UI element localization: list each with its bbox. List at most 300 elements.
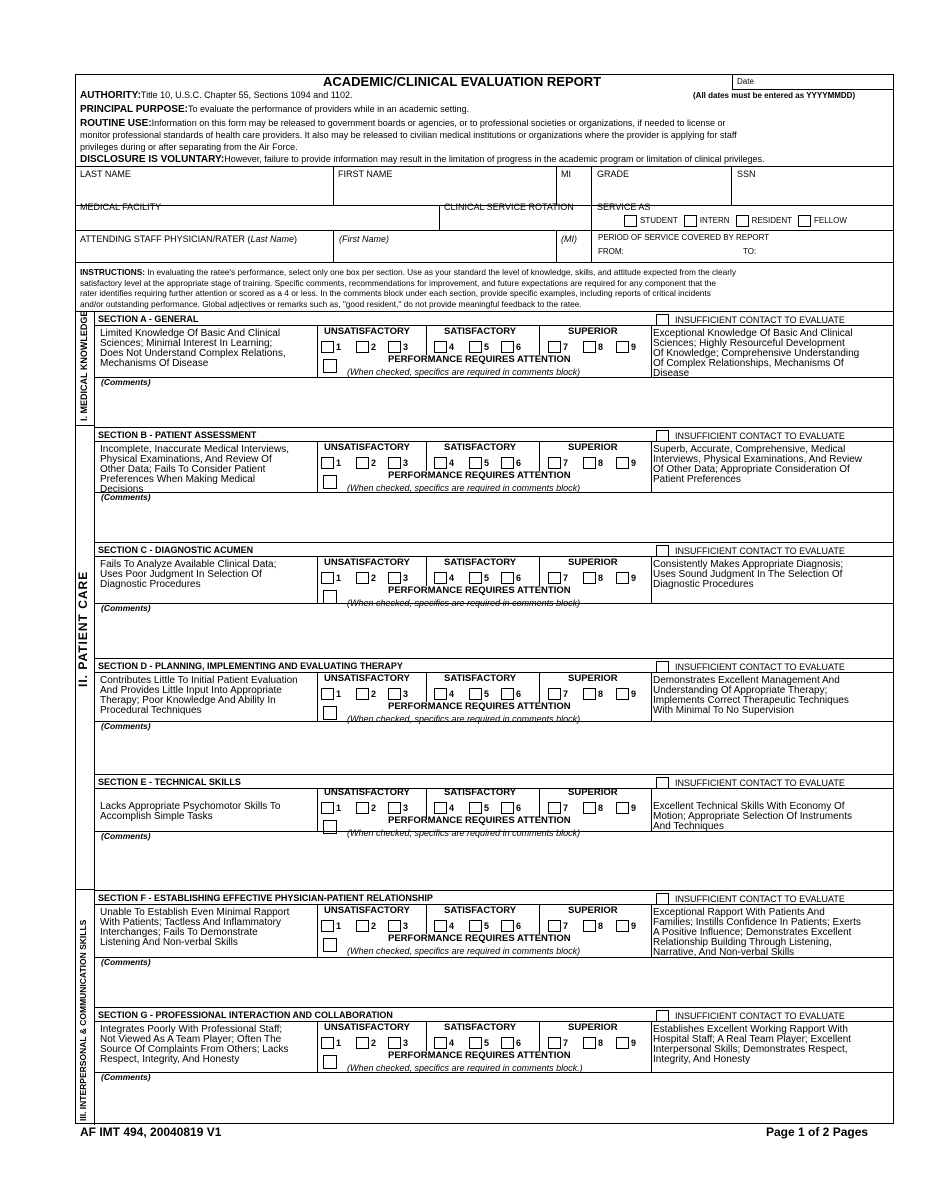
clinical-rotation-label: CLINICAL SERVICE ROTATION: [444, 202, 574, 212]
routine-use-line-3: privileges during or after separating from the Air Force.: [80, 142, 298, 152]
rating-checkbox-2[interactable]: [356, 920, 369, 932]
rating-option-5[interactable]: [469, 572, 489, 584]
performance-requires-attention-label: PERFORMANCE REQUIRES ATTENTION: [388, 701, 571, 712]
rating-number: 2: [371, 572, 377, 583]
rating-checkbox-3[interactable]: [388, 802, 401, 814]
rating-option-1[interactable]: [321, 802, 341, 814]
rating-number: 7: [563, 341, 569, 352]
insufficient-contact-option: INSUFFICIENT CONTACT TO EVALUATE: [656, 661, 845, 673]
rating-number: 6: [516, 341, 522, 352]
rating-number: 1: [336, 457, 342, 468]
rating-checkbox-2[interactable]: [356, 341, 369, 353]
rating-number: 5: [484, 341, 490, 352]
section-heading: SECTION A - GENERAL: [98, 314, 199, 324]
rating-checkbox-4[interactable]: [434, 1037, 447, 1049]
section-heading: SECTION F - ESTABLISHING EFFECTIVE PHYSICIAN-PATIENT RELATIONSHIP: [98, 893, 433, 903]
rating-number: 4: [449, 688, 455, 699]
rating-option-3[interactable]: [388, 688, 408, 700]
rating-checkbox-3[interactable]: [388, 1037, 401, 1049]
rating-option-9[interactable]: [616, 572, 636, 584]
satisfactory-heading: SATISFACTORY: [444, 905, 517, 916]
comments-input[interactable]: [98, 733, 891, 772]
unsatisfactory-description: Lacks Appropriate Psychomotor Skills To Accomplish Simple Tasks: [100, 801, 281, 822]
rating-option-2[interactable]: [356, 341, 376, 353]
rating-option-7[interactable]: [548, 457, 568, 469]
performance-requires-attention-checkbox[interactable]: [323, 359, 337, 373]
rating-option-5[interactable]: [469, 1037, 489, 1049]
rating-option-6[interactable]: [501, 1037, 521, 1049]
rating-option-8[interactable]: [583, 802, 603, 814]
unsatisfactory-heading: UNSATISFACTORY: [324, 326, 410, 337]
performance-requires-attention-note: (When checked, specifics are required in comments block): [347, 598, 581, 608]
rating-option-6[interactable]: [501, 802, 521, 814]
performance-requires-attention-note: (When checked, specifics are required in comments block): [347, 714, 581, 724]
rating-checkbox-6[interactable]: [501, 457, 514, 469]
section-heading: SECTION D - PLANNING, IMPLEMENTING AND EVALUATING THERAPY: [98, 661, 403, 671]
rating-option-2[interactable]: [356, 1037, 376, 1049]
rating-number: 2: [371, 457, 377, 468]
superior-description: Superb, Accurate, Comprehensive, Medical Interviews, Physical Examinations, And Review Of Other Data; Appropriate Consideration Of Patient Preferences: [653, 444, 862, 485]
rating-option-3[interactable]: [388, 341, 408, 353]
unsatisfactory-heading: UNSATISFACTORY: [324, 673, 410, 684]
grade-input[interactable]: [593, 181, 729, 203]
rating-number: 5: [484, 920, 490, 931]
rating-option-1[interactable]: [321, 920, 341, 932]
unsatisfactory-heading: UNSATISFACTORY: [324, 905, 410, 916]
rating-option-4[interactable]: [434, 457, 454, 469]
insufficient-contact-option: INSUFFICIENT CONTACT TO EVALUATE: [656, 430, 845, 442]
rating-option-7[interactable]: [548, 688, 568, 700]
satisfactory-heading: SATISFACTORY: [444, 557, 517, 568]
rating-option-5[interactable]: [469, 341, 489, 353]
attending-first-name-label: (First Name): [339, 234, 389, 244]
rating-option-2[interactable]: [356, 688, 376, 700]
rating-number: 5: [484, 457, 490, 468]
rating-checkbox-6[interactable]: [501, 1037, 514, 1049]
category-interpersonal-communication: III. INTERPERSONAL & COMMUNICATION SKILLS: [78, 919, 88, 1121]
comments-input[interactable]: [98, 1084, 891, 1123]
rating-option-6[interactable]: [501, 457, 521, 469]
rating-number: 6: [516, 688, 522, 699]
rating-option-2[interactable]: [356, 920, 376, 932]
rating-checkbox-6[interactable]: [501, 688, 514, 700]
period-of-service-label: PERIOD OF SERVICE COVERED BY REPORT: [598, 233, 770, 242]
rating-checkbox-4[interactable]: [434, 572, 447, 584]
satisfactory-heading: SATISFACTORY: [444, 1022, 517, 1033]
comments-label: (Comments): [101, 721, 151, 731]
rating-option-2[interactable]: [356, 572, 376, 584]
unsatisfactory-heading: UNSATISFACTORY: [324, 787, 410, 798]
performance-requires-attention-label: PERFORMANCE REQUIRES ATTENTION: [388, 1050, 571, 1061]
superior-description: Exceptional Rapport With Patients And Families; Instills Confidence In Patients; Exerts A Positive Influence; Demonstrates Excellent Relationship Building Through Listening, Narrative, And Non-verbal Skills: [653, 907, 861, 958]
rating-option-5[interactable]: [469, 688, 489, 700]
performance-requires-attention-label: PERFORMANCE REQUIRES ATTENTION: [388, 815, 571, 826]
rating-checkbox-9[interactable]: [616, 572, 629, 584]
superior-heading: SUPERIOR: [568, 442, 618, 453]
rating-checkbox-2[interactable]: [356, 572, 369, 584]
ssn-label: SSN: [737, 169, 756, 179]
rating-number: 3: [403, 457, 409, 468]
rating-checkbox-5[interactable]: [469, 341, 482, 353]
rating-number: 9: [631, 341, 637, 352]
date-label: Date: [737, 77, 754, 86]
rating-number: 4: [449, 802, 455, 813]
insufficient-contact-option: INSUFFICIENT CONTACT TO EVALUATE: [656, 777, 845, 789]
rating-number: 7: [563, 1037, 569, 1048]
authority-line: AUTHORITY:Title 10, U.S.C. Chapter 55, Sections 1094 and 1102.: [80, 90, 353, 101]
performance-requires-attention-note: (When checked, specifics are required in comments block.): [347, 1063, 583, 1073]
rating-number: 9: [631, 688, 637, 699]
first-name-input[interactable]: [335, 181, 554, 203]
medical-facility-label: MEDICAL FACILITY: [80, 202, 162, 212]
rating-option-9[interactable]: [616, 802, 636, 814]
unsatisfactory-description: Integrates Poorly With Professional Staff; Not Viewed As A Team Player; Often The Source Of Complaints From Others; Lacks Respect, Integrity, And Honesty: [100, 1024, 289, 1065]
rating-number: 1: [336, 920, 342, 931]
rating-checkbox-1[interactable]: [321, 572, 334, 584]
rating-checkbox-9[interactable]: [616, 1037, 629, 1049]
rating-checkbox-8[interactable]: [583, 1037, 596, 1049]
section-heading: SECTION G - PROFESSIONAL INTERACTION AND COLLABORATION: [98, 1010, 393, 1020]
disclosure-line: DISCLOSURE IS VOLUNTARY:However, failure to provide information may result in the limitation of progress in the academic program or limitation of clinical privileges.: [80, 154, 765, 165]
rating-option-6[interactable]: [501, 920, 521, 932]
comments-input[interactable]: [98, 843, 891, 888]
rating-checkbox-7[interactable]: [548, 572, 561, 584]
rating-option-3[interactable]: [388, 920, 408, 932]
rating-number: 7: [563, 688, 569, 699]
rating-checkbox-5[interactable]: [469, 920, 482, 932]
rating-option-8[interactable]: [583, 572, 603, 584]
rating-checkbox-2[interactable]: [356, 1037, 369, 1049]
rating-checkbox-8[interactable]: [583, 572, 596, 584]
period-to-label: TO:: [743, 247, 757, 256]
rating-option-4[interactable]: [434, 572, 454, 584]
unsatisfactory-description: Unable To Establish Even Minimal Rapport With Patients; Tactless And Inflammatory Interchanges; Fails To Demonstrate Listening And Non-verbal Skills: [100, 907, 290, 948]
rating-option-1[interactable]: [321, 1037, 341, 1049]
rating-checkbox-5[interactable]: [469, 802, 482, 814]
rating-checkbox-8[interactable]: [583, 457, 596, 469]
rating-checkbox-8[interactable]: [583, 688, 596, 700]
rating-number: 7: [563, 920, 569, 931]
rating-checkbox-6[interactable]: [501, 802, 514, 814]
unsatisfactory-heading: UNSATISFACTORY: [324, 442, 410, 453]
rating-number: 9: [631, 457, 637, 468]
superior-heading: SUPERIOR: [568, 787, 618, 798]
comments-label: (Comments): [101, 831, 151, 841]
rating-option-1[interactable]: [321, 457, 341, 469]
satisfactory-heading: SATISFACTORY: [444, 787, 517, 798]
superior-heading: SUPERIOR: [568, 1022, 618, 1033]
rating-number: 3: [403, 920, 409, 931]
rating-number: 4: [449, 920, 455, 931]
comments-label: (Comments): [101, 377, 151, 387]
rating-number: 8: [598, 572, 604, 583]
performance-requires-attention-checkbox[interactable]: [323, 590, 337, 604]
grade-label: GRADE: [597, 169, 630, 179]
section-heading: SECTION C - DIAGNOSTIC ACUMEN: [98, 545, 254, 555]
rating-option-2[interactable]: [356, 457, 376, 469]
rating-number: 4: [449, 1037, 455, 1048]
page-number: Page 1 of 2 Pages: [766, 1125, 869, 1139]
rating-option-8[interactable]: [583, 1037, 603, 1049]
rating-number: 8: [598, 457, 604, 468]
performance-requires-attention-checkbox[interactable]: [323, 1055, 337, 1069]
rating-option-6[interactable]: [501, 572, 521, 584]
rating-option-4[interactable]: [434, 802, 454, 814]
rating-checkbox-9[interactable]: [616, 802, 629, 814]
unsatisfactory-heading: UNSATISFACTORY: [324, 1022, 410, 1033]
rating-checkbox-9[interactable]: [616, 341, 629, 353]
rating-number: 5: [484, 688, 490, 699]
rating-number: 3: [403, 802, 409, 813]
rating-checkbox-9[interactable]: [616, 457, 629, 469]
comments-label: (Comments): [101, 957, 151, 967]
rating-checkbox-8[interactable]: [583, 802, 596, 814]
routine-use-line-2: monitor professional standards of health care providers. It also may be released to civilian medical institutions or organizations where the provider is applying for staff: [80, 130, 737, 140]
rating-option-4[interactable]: [434, 688, 454, 700]
rating-option-9[interactable]: [616, 457, 636, 469]
fellow-checkbox[interactable]: [798, 215, 811, 227]
rating-option-1[interactable]: [321, 688, 341, 700]
rating-checkbox-7[interactable]: [548, 457, 561, 469]
rating-number: 2: [371, 1037, 377, 1048]
period-from-label: FROM:: [598, 247, 624, 256]
rating-number: 4: [449, 572, 455, 583]
rating-number: 4: [449, 457, 455, 468]
rating-number: 8: [598, 341, 604, 352]
rating-number: 4: [449, 341, 455, 352]
rating-checkbox-7[interactable]: [548, 341, 561, 353]
instructions-block: INSTRUCTIONS: In evaluating the ratee's performance, select only one box per section. Use as your standard the level of knowledge, skills, and attitude expected from the clearly satisfactory level at the appropriate stage of training. Specific comments, recommendations for improvement, and future expectations are required for any component that the rater identifies requiring further attention or scored as a 4 or less. In the comments block under each section, provide specific examples, including reports of critical incidents and/or outstanding performance. Global adjectives or remarks such as, "good resident," do not provide meaningful feedback to the ratee.: [80, 267, 736, 309]
comments-label: (Comments): [101, 1072, 151, 1082]
comments-label: (Comments): [101, 603, 151, 613]
superior-description: Exceptional Knowledge Of Basic And Clinical Sciences; Highly Resourceful Development Of Knowledge; Comprehensive Understanding Of Complex Relationships, Mechanisms Of Disease: [653, 328, 860, 379]
mi-label: MI: [561, 169, 571, 179]
superior-description: Excellent Technical Skills With Economy Of Motion; Appropriate Selection Of Instruments And Techniques: [653, 801, 852, 832]
satisfactory-heading: SATISFACTORY: [444, 442, 517, 453]
rating-checkbox-4[interactable]: [434, 688, 447, 700]
rating-number: 6: [516, 802, 522, 813]
rating-option-9[interactable]: [616, 920, 636, 932]
student-checkbox[interactable]: [624, 215, 637, 227]
performance-requires-attention-note: (When checked, specifics are required in comments block): [347, 828, 581, 838]
rating-checkbox-4[interactable]: [434, 920, 447, 932]
rating-number: 5: [484, 1037, 490, 1048]
rating-checkbox-7[interactable]: [548, 1037, 561, 1049]
rating-checkbox-7[interactable]: [548, 802, 561, 814]
section-heading: SECTION B - PATIENT ASSESSMENT: [98, 430, 257, 440]
insufficient-contact-option: INSUFFICIENT CONTACT TO EVALUATE: [656, 893, 845, 905]
rating-number: 8: [598, 688, 604, 699]
rating-number: 2: [371, 802, 377, 813]
rating-number: 1: [336, 1037, 342, 1048]
date-input[interactable]: [733, 77, 893, 89]
rating-checkbox-8[interactable]: [583, 341, 596, 353]
superior-heading: SUPERIOR: [568, 557, 618, 568]
rating-option-3[interactable]: [388, 802, 408, 814]
rating-checkbox-4[interactable]: [434, 802, 447, 814]
unsatisfactory-description: Limited Knowledge Of Basic And Clinical Sciences; Minimal Interest In Learning; Does Not Understand Complex Relations, Mechanisms Of Disease: [100, 328, 286, 369]
rating-option-8[interactable]: [583, 457, 603, 469]
rating-checkbox-2[interactable]: [356, 457, 369, 469]
section-heading: SECTION E - TECHNICAL SKILLS: [98, 777, 241, 787]
rating-option-8[interactable]: [583, 688, 603, 700]
performance-requires-attention-checkbox[interactable]: [323, 938, 337, 952]
rating-number: 6: [516, 572, 522, 583]
rating-number: 9: [631, 802, 637, 813]
rating-option-3[interactable]: [388, 572, 408, 584]
rating-option-6[interactable]: [501, 688, 521, 700]
comments-input[interactable]: [98, 504, 891, 540]
rating-number: 1: [336, 341, 342, 352]
rating-option-4[interactable]: [434, 1037, 454, 1049]
insufficient-contact-option: INSUFFICIENT CONTACT TO EVALUATE: [656, 314, 845, 326]
rating-number: 1: [336, 572, 342, 583]
rating-option-7[interactable]: [548, 802, 568, 814]
rating-number: 6: [516, 457, 522, 468]
rating-option-1[interactable]: [321, 341, 341, 353]
rating-number: 3: [403, 572, 409, 583]
performance-requires-attention-note: (When checked, specifics are required in comments block): [347, 946, 581, 956]
rating-option-5[interactable]: [469, 457, 489, 469]
rating-number: 3: [403, 341, 409, 352]
rating-checkbox-3[interactable]: [388, 457, 401, 469]
rating-option-4[interactable]: [434, 920, 454, 932]
rating-number: 9: [631, 920, 637, 931]
rating-number: 7: [563, 457, 569, 468]
rating-checkbox-6[interactable]: [501, 341, 514, 353]
rating-checkbox-2[interactable]: [356, 688, 369, 700]
rating-checkbox-5[interactable]: [469, 1037, 482, 1049]
attending-physician-label: ATTENDING STAFF PHYSICIAN/RATER (Last Name): [80, 234, 298, 244]
rating-option-7[interactable]: [548, 1037, 568, 1049]
rating-checkbox-8[interactable]: [583, 920, 596, 932]
rating-option-5[interactable]: [469, 802, 489, 814]
rating-checkbox-9[interactable]: [616, 920, 629, 932]
principal-purpose-line: PRINCIPAL PURPOSE:To evaluate the performance of providers while in an academic setting.: [80, 104, 470, 115]
rating-checkbox-5[interactable]: [469, 457, 482, 469]
routine-use-line: ROUTINE USE:Information on this form may be released to government boards or agencies, or to professional societies or organizations, if needed to license or: [80, 118, 726, 129]
rating-option-3[interactable]: [388, 457, 408, 469]
intern-checkbox[interactable]: [684, 215, 697, 227]
first-name-label: FIRST NAME: [338, 169, 393, 179]
rating-checkbox-1[interactable]: [321, 688, 334, 700]
rating-checkbox-3[interactable]: [388, 688, 401, 700]
superior-heading: SUPERIOR: [568, 326, 618, 337]
rating-checkbox-1[interactable]: [321, 1037, 334, 1049]
form-title: ACADEMIC/CLINICAL EVALUATION REPORT: [323, 74, 602, 89]
rating-checkbox-3[interactable]: [388, 572, 401, 584]
rating-option-4[interactable]: [434, 341, 454, 353]
rating-option-8[interactable]: [583, 341, 603, 353]
rating-number: 3: [403, 688, 409, 699]
form-id: AF IMT 494, 20040819 V1: [80, 1125, 222, 1139]
comments-input[interactable]: [98, 389, 891, 425]
performance-requires-attention-checkbox[interactable]: [323, 475, 337, 489]
rating-number: 6: [516, 1037, 522, 1048]
rating-number: 2: [371, 688, 377, 699]
unsatisfactory-description: Contributes Little To Initial Patient Evaluation And Provides Little Input Into Appropriate Therapy; Poor Knowledge And Ability In Procedural Techniques: [100, 675, 298, 716]
rating-option-3[interactable]: [388, 1037, 408, 1049]
rating-option-8[interactable]: [583, 920, 603, 932]
performance-requires-attention-label: PERFORMANCE REQUIRES ATTENTION: [388, 470, 571, 481]
rating-number: 5: [484, 802, 490, 813]
rating-option-9[interactable]: [616, 1037, 636, 1049]
rating-checkbox-7[interactable]: [548, 920, 561, 932]
rating-number: 8: [598, 1037, 604, 1048]
superior-heading: SUPERIOR: [568, 673, 618, 684]
rating-checkbox-5[interactable]: [469, 572, 482, 584]
superior-description: Establishes Excellent Working Rapport With Hospital Staff; A Real Team Player; Excellent Interpersonal Skills; Demonstrates Respect, Integrity, And Honesty: [653, 1024, 852, 1065]
resident-checkbox[interactable]: [736, 215, 749, 227]
superior-heading: SUPERIOR: [568, 905, 618, 916]
unsatisfactory-description: Fails To Analyze Available Clinical Data; Uses Poor Judgment In Selection Of Diagnostic Procedures: [100, 559, 277, 590]
superior-description: Demonstrates Excellent Management And Understanding Of Appropriate Therapy; Implements Correct Therapeutic Techniques With Minimal To No Supervision: [653, 675, 849, 716]
rating-checkbox-1[interactable]: [321, 457, 334, 469]
rating-number: 5: [484, 572, 490, 583]
rating-number: 8: [598, 920, 604, 931]
service-as-label: SERVICE AS: [597, 202, 651, 212]
mi-input[interactable]: [558, 181, 589, 203]
rating-checkbox-4[interactable]: [434, 457, 447, 469]
rating-checkbox-4[interactable]: [434, 341, 447, 353]
satisfactory-heading: SATISFACTORY: [444, 326, 517, 337]
rating-checkbox-6[interactable]: [501, 920, 514, 932]
rating-number: 7: [563, 572, 569, 583]
rating-checkbox-7[interactable]: [548, 688, 561, 700]
rating-checkbox-1[interactable]: [321, 341, 334, 353]
rating-checkbox-3[interactable]: [388, 341, 401, 353]
performance-requires-attention-note: (When checked, specifics are required in comments block): [347, 483, 581, 493]
rating-checkbox-6[interactable]: [501, 572, 514, 584]
service-as-options: STUDENT INTERN RESIDENT FELLOW: [624, 215, 847, 227]
comments-input[interactable]: [98, 615, 891, 656]
superior-description: Consistently Makes Appropriate Diagnosis; Uses Sound Judgment In The Selection Of Diagnostic Procedures: [653, 559, 844, 590]
rating-number: 1: [336, 688, 342, 699]
rating-checkbox-5[interactable]: [469, 688, 482, 700]
performance-requires-attention-checkbox[interactable]: [323, 706, 337, 720]
comments-input[interactable]: [98, 969, 891, 1005]
rating-option-9[interactable]: [616, 341, 636, 353]
rating-option-2[interactable]: [356, 802, 376, 814]
satisfactory-heading: SATISFACTORY: [444, 673, 517, 684]
category-medical-knowledge: I. MEDICAL KNOWLEDGE: [79, 310, 89, 421]
rating-checkbox-1[interactable]: [321, 920, 334, 932]
rating-option-5[interactable]: [469, 920, 489, 932]
evaluation-form: [75, 74, 894, 1124]
last-name-label: LAST NAME: [80, 169, 131, 179]
rating-number: 2: [371, 920, 377, 931]
rating-option-1[interactable]: [321, 572, 341, 584]
rating-number: 1: [336, 802, 342, 813]
rating-number: 9: [631, 572, 637, 583]
rating-checkbox-2[interactable]: [356, 802, 369, 814]
rating-option-7[interactable]: [548, 341, 568, 353]
rating-option-7[interactable]: [548, 920, 568, 932]
unsatisfactory-description: Incomplete, Inaccurate Medical Interviews, Physical Examinations, And Review Of Other Data; Fails To Consider Patient Preferences When Making Medical Decisions: [100, 444, 289, 495]
last-name-input[interactable]: [78, 181, 331, 203]
rating-option-6[interactable]: [501, 341, 521, 353]
attending-mi-label: (MI): [561, 234, 577, 244]
rating-checkbox-1[interactable]: [321, 802, 334, 814]
comments-label: (Comments): [101, 492, 151, 502]
rating-checkbox-9[interactable]: [616, 688, 629, 700]
rating-option-9[interactable]: [616, 688, 636, 700]
rating-option-7[interactable]: [548, 572, 568, 584]
rating-checkbox-3[interactable]: [388, 920, 401, 932]
ssn-input[interactable]: [733, 181, 893, 203]
date-format-note: (All dates must be entered as YYYYMMDD): [693, 91, 856, 100]
rating-number: 7: [563, 802, 569, 813]
